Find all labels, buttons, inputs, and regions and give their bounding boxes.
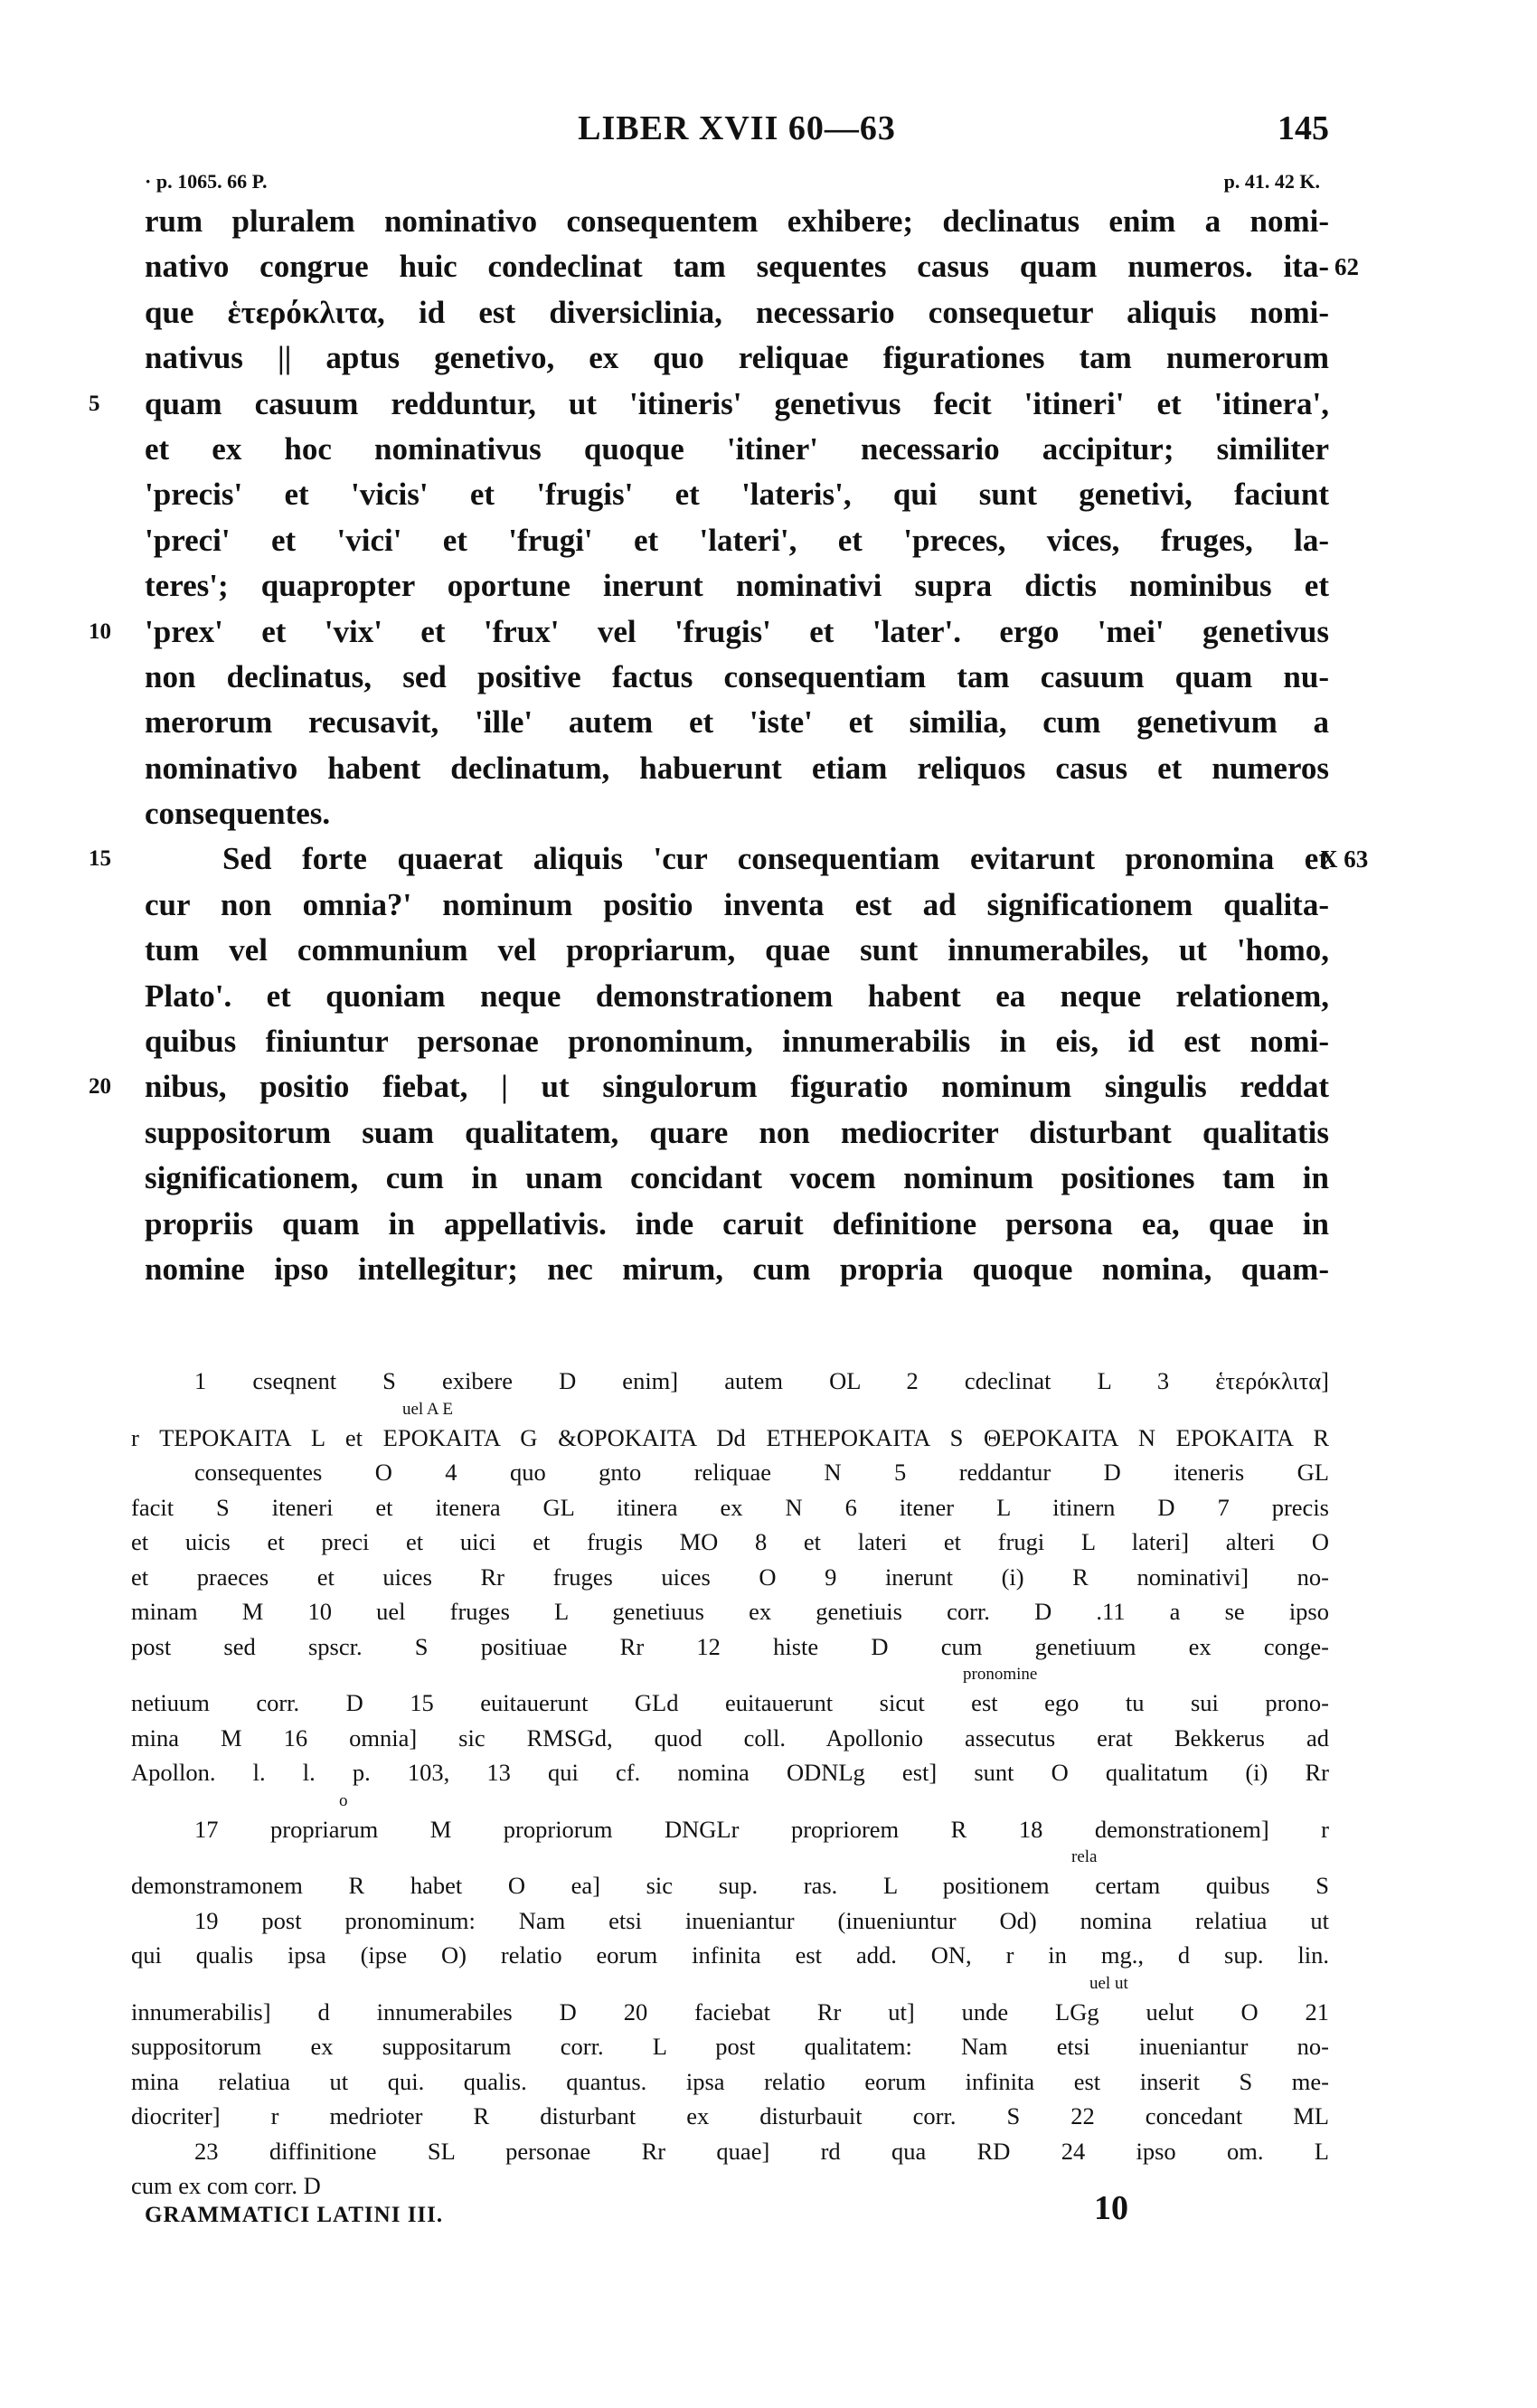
text-line	[145, 244, 1359, 289]
text-line: 'preci' et 'vici' et 'frugi' et 'lateri', et 'preces, vices, fruges, la-	[145, 522, 1329, 558]
text-line-content: nibus, positio fiebat, | ut singulorum figuratio nominum singulis reddat	[145, 1069, 1329, 1105]
text-line	[89, 836, 1369, 882]
apparatus-interlinear: rela	[1071, 1847, 1098, 1866]
apparatus-line: qui qualis ipsa (ipse O) relatio eorum infinita est add. ON, r in mg., d sup. lin.	[131, 1941, 1329, 1969]
apparatus-interlinear: o	[339, 1790, 348, 1810]
apparatus-line: 17 propriarum M propriorum DNGLr propriorem R 18 demonstrationem] r	[194, 1815, 1329, 1843]
line-number: 5	[89, 391, 100, 416]
text-line	[89, 1064, 1329, 1110]
apparatus-line: innumerabilis] d innumerabiles D 20 faciebat Rr ut] unde LGg uelut O 21	[131, 1997, 1329, 2026]
text-line: quibus finiuntur personae pronominum, innumerabilis in eis, id est nomi-	[145, 1024, 1329, 1060]
text-line: que ἑτερόκλιτα, id est diversiclinia, necessario consequetur aliquis nomi-	[145, 294, 1329, 330]
critical-apparatus	[131, 1364, 1329, 2204]
apparatus-line: et uicis et preci et uici et frugis MO 8 et lateri et frugi L lateri] alteri O	[131, 1528, 1329, 1555]
margin-section-63: X 63	[1320, 845, 1369, 873]
text-line-content: 'prex' et 'vix' et 'frux' vel 'frugis' et 'later'. ergo 'mei' genetivus	[145, 613, 1329, 649]
line-number: 10	[89, 619, 111, 644]
text-line: consequentes.	[145, 796, 331, 832]
main-text	[89, 199, 1369, 1292]
apparatus-line: 19 post pronominum: Nam etsi inueniantur (inueniuntur Od) nomina relatiua ut	[194, 1906, 1329, 1934]
apparatus-line: Apollon. l. l. p. 103, 13 qui cf. nomina ODNLg est] sunt O qualitatum (i) Rr	[131, 1759, 1329, 1786]
text-line	[89, 382, 1329, 427]
text-line-content: Sed forte quaerat aliquis 'cur consequentiam evitarunt pronomina et	[222, 841, 1329, 877]
page-header	[145, 109, 1329, 163]
text-line: cur non omnia?' nominum positio inventa est ad significationem qualita-	[145, 886, 1329, 922]
apparatus-line: 1 cseqnent S exibere D enim] autem OL 2 cdeclinat L 3 ἑτερόκλιτα]	[194, 1367, 1329, 1394]
text-line: merorum recusavit, 'ille' autem et 'iste' et similia, cum genetivum a	[145, 704, 1329, 741]
text-line: nominativo habent declinatum, habuerunt etiam reliquos casus et numeros	[145, 750, 1329, 786]
apparatus-line: suppositorum ex suppositarum corr. L post qualitatem: Nam etsi inueniantur no-	[131, 2033, 1329, 2060]
signature-line: GRAMMATICI LATINI III.	[145, 2203, 444, 2227]
apparatus-line: diocriter] r medrioter R disturbant ex disturbauit corr. S 22 concedant ML	[131, 2102, 1329, 2129]
apparatus-line: netiuum corr. D 15 euitauerunt GLd euitauerunt sicut est ego tu sui prono-	[131, 1689, 1329, 1716]
margin-section-62: 62	[1334, 253, 1359, 281]
text-line	[89, 609, 1329, 655]
line-number: 15	[89, 846, 111, 872]
text-line: teres'; quapropter oportune inerunt nominativi supra dictis nominibus et	[145, 568, 1329, 604]
apparatus-line: r TEPOKAITA L et EPOKAITA G &OPOKAITA Dd ETHEPOKAITA S ΘEPOKAITA N EPOKAITA R	[131, 1423, 1329, 1451]
text-line: nativus || aptus genetivo, ex quo reliquae figurationes tam numerorum	[145, 340, 1329, 376]
text-line: Plato'. et quoniam neque demonstrationem habent ea neque relationem,	[145, 977, 1329, 1014]
gathering-number: 10	[1094, 2189, 1128, 2227]
apparatus-line: et praeces et uices Rr fruges uices O 9 inerunt (i) R nominativi] no-	[131, 1563, 1329, 1591]
text-line: rum pluralem nominativo consequentem exhibere; declinatus enim a nomi-	[145, 203, 1329, 239]
text-line: et ex hoc nominativus quoque 'itiner' necessario accipitur; similiter	[145, 430, 1329, 467]
text-line-content: nativo congrue huic condeclinat tam sequentes casus quam numeros. ita-	[145, 249, 1329, 285]
apparatus-interlinear: pronomine	[963, 1665, 1038, 1684]
text-line-content: quam casuum redduntur, ut 'itineris' genetivus fecit 'itineri' et 'itinera',	[145, 385, 1329, 421]
edition-references	[145, 170, 1329, 197]
reference-right: p. 41. 42 K.	[1223, 170, 1320, 193]
apparatus-line: minam M 10 uel fruges L genetiuus ex genetiuis corr. D .11 a se ipso	[131, 1598, 1329, 1625]
line-number: 20	[89, 1074, 111, 1100]
text-line: 'precis' et 'vicis' et 'frugis' et 'lateris', qui sunt genetivi, faciunt	[145, 477, 1329, 513]
apparatus-line: facit S iteneri et itenera GL itinera ex N 6 itener L itinern D 7 precis	[131, 1493, 1329, 1521]
apparatus-line: cum ex com corr. D	[131, 2172, 321, 2199]
apparatus-line: consequentes O 4 quo gnto reliquae N 5 reddantur D iteneris GL	[194, 1459, 1329, 1486]
apparatus-line: post sed spscr. S positiuae Rr 12 histe D cum genetiuum ex conge-	[131, 1632, 1329, 1660]
text-line: non declinatus, sed positive factus consequentiam tam casuum quam nu-	[145, 658, 1329, 694]
apparatus-interlinear: uel A E	[402, 1399, 453, 1419]
page-footer	[145, 2188, 1329, 2243]
apparatus-interlinear: uel ut	[1089, 1973, 1128, 1993]
apparatus-line: mina M 16 omnia] sic RMSGd, quod coll. Apollonio assecutus erat Bekkerus ad	[131, 1723, 1329, 1752]
text-line: suppositorum suam qualitatem, quare non mediocriter disturbant qualitatis	[145, 1114, 1329, 1150]
page-number: 145	[1278, 109, 1329, 147]
text-line: tum vel communium vel propriarum, quae sunt innumerabiles, ut 'homo,	[145, 932, 1329, 968]
text-line: nomine ipso intellegitur; nec mirum, cum propria quoque nomina, quam-	[145, 1251, 1329, 1287]
reference-left: · p. 1065. 66 P.	[145, 170, 268, 193]
apparatus-line: 23 diffinitione SL personae Rr quae] rd qua RD 24 ipso om. L	[194, 2137, 1329, 2165]
apparatus-line: mina relatiua ut qui. qualis. quantus. ipsa relatio eorum infinita est inserit S me-	[131, 2067, 1329, 2095]
text-line: propriis quam in appellativis. inde caruit definitione persona ea, quae in	[145, 1205, 1329, 1242]
text-line: significationem, cum in unam concidant vocem nominum positiones tam in	[145, 1160, 1329, 1196]
running-title: LIBER XVII 60—63	[578, 109, 896, 147]
apparatus-line: demonstramonem R habet O ea] sic sup. ras. L positionem certam quibus S	[131, 1872, 1329, 1899]
